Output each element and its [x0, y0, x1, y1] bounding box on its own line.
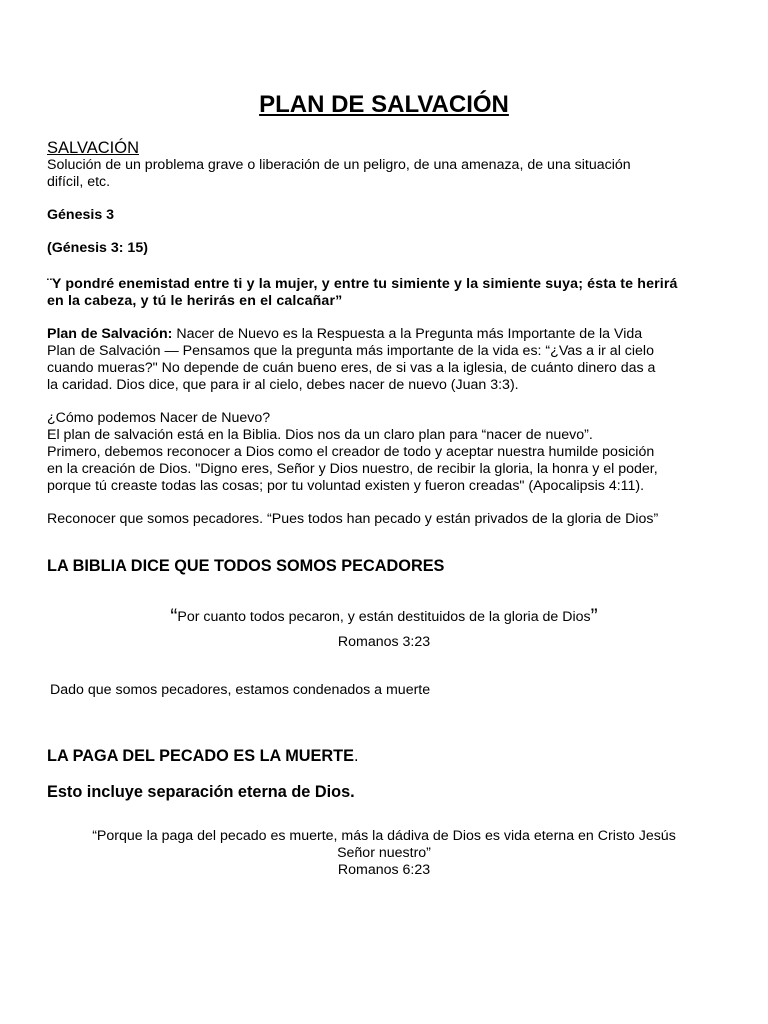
plan-line-2: Plan de Salvación — Pensamos que la pregunta más importante de la vida es: “¿Vas a ir al cielo — [47, 343, 654, 359]
nacer-line-5: porque tú creaste todas las cosas; por tu voluntad existen y fueron creadas" (Apocalipsis 4:11). — [47, 478, 645, 494]
open-quote-mark: “ — [170, 605, 178, 628]
romanos-6-23-quote-line-2: Señor nuestro” — [337, 845, 431, 861]
condemned-statement: Dado que somos pecadores, estamos condenados a muerte — [50, 682, 431, 698]
plan-line-4: la caridad. Dios dice, que para ir al cielo, debes nacer de nuevo (Juan 3:3). — [47, 377, 519, 393]
salvacion-heading: SALVACIÓN — [47, 139, 139, 157]
genesis-reference: Génesis 3 — [47, 207, 115, 223]
romanos-6-23-reference: Romanos 6:23 — [337, 862, 431, 878]
salvacion-definition-line-1: Solución de un problema grave o liberación de un peligro, de una amenaza, de una situación — [47, 157, 631, 173]
nacer-line-3: Primero, debemos reconocer a Dios como el creador de todo y aceptar nuestra humilde posición — [47, 444, 655, 460]
pecadores-heading: LA BIBLIA DICE QUE TODOS SOMOS PECADORES — [47, 557, 445, 575]
nacer-line-2: El plan de salvación está en la Biblia. Dios nos da un claro plan para “nacer de nuevo”. — [47, 427, 593, 443]
plan-line-3: cuando mueras?" No depende de cuán bueno eres, de si vas a la iglesia, de cuánto dinero das a — [47, 360, 656, 376]
nacer-question: ¿Cómo podemos Nacer de Nuevo? — [47, 410, 271, 426]
muerte-subheading — [47, 782, 355, 802]
document-title — [0, 90, 768, 120]
muerte-heading — [47, 746, 358, 766]
genesis-quote-line-1: ¨Y pondré enemistad entre ti y la mujer, y entre tu simiente y la simiente suya; ésta te herirá — [47, 276, 678, 292]
plan-line-1-text: Nacer de Nuevo es la Respuesta a la Pregunta más Importante de la Vida — [172, 326, 643, 342]
muerte-subheading-text: Esto incluye separación eterna de Dios. — [47, 783, 355, 801]
muerte-heading-text: LA PAGA DEL PECADO ES LA MUERTE — [47, 747, 354, 765]
plan-line-1 — [47, 326, 642, 343]
genesis-verse-reference: (Génesis 3: 15) — [47, 240, 148, 256]
document-title-text: PLAN DE SALVACIÓN — [259, 91, 509, 118]
salvacion-definition-line-2: difícil, etc. — [47, 174, 111, 190]
romanos-3-23-reference: Romanos 3:23 — [337, 634, 431, 650]
close-quote-mark: ” — [590, 605, 598, 628]
muerte-heading-period: . — [353, 747, 359, 765]
romanos-3-23-quote — [0, 605, 768, 628]
romanos-6-23-quote-line-1: “Porque la paga del pecado es muerte, más la dádiva de Dios es vida eterna en Cristo Jesús — [92, 828, 676, 844]
plan-label: Plan de Salvación: — [47, 326, 173, 342]
genesis-quote-line-2: en la cabeza, y tú le herirás en el calcañar” — [47, 293, 343, 309]
nacer-line-4: en la creación de Dios. "Digno eres, Señor y Dios nuestro, de recibir la gloria, la honra y el poder, — [47, 461, 658, 477]
romanos-3-23-quote-text: Por cuanto todos pecaron, y están destituidos de la gloria de Dios — [177, 609, 591, 625]
reconocer-paragraph: Reconocer que somos pecadores. “Pues todos han pecado y están privados de la gloria de Dios” — [47, 511, 659, 527]
